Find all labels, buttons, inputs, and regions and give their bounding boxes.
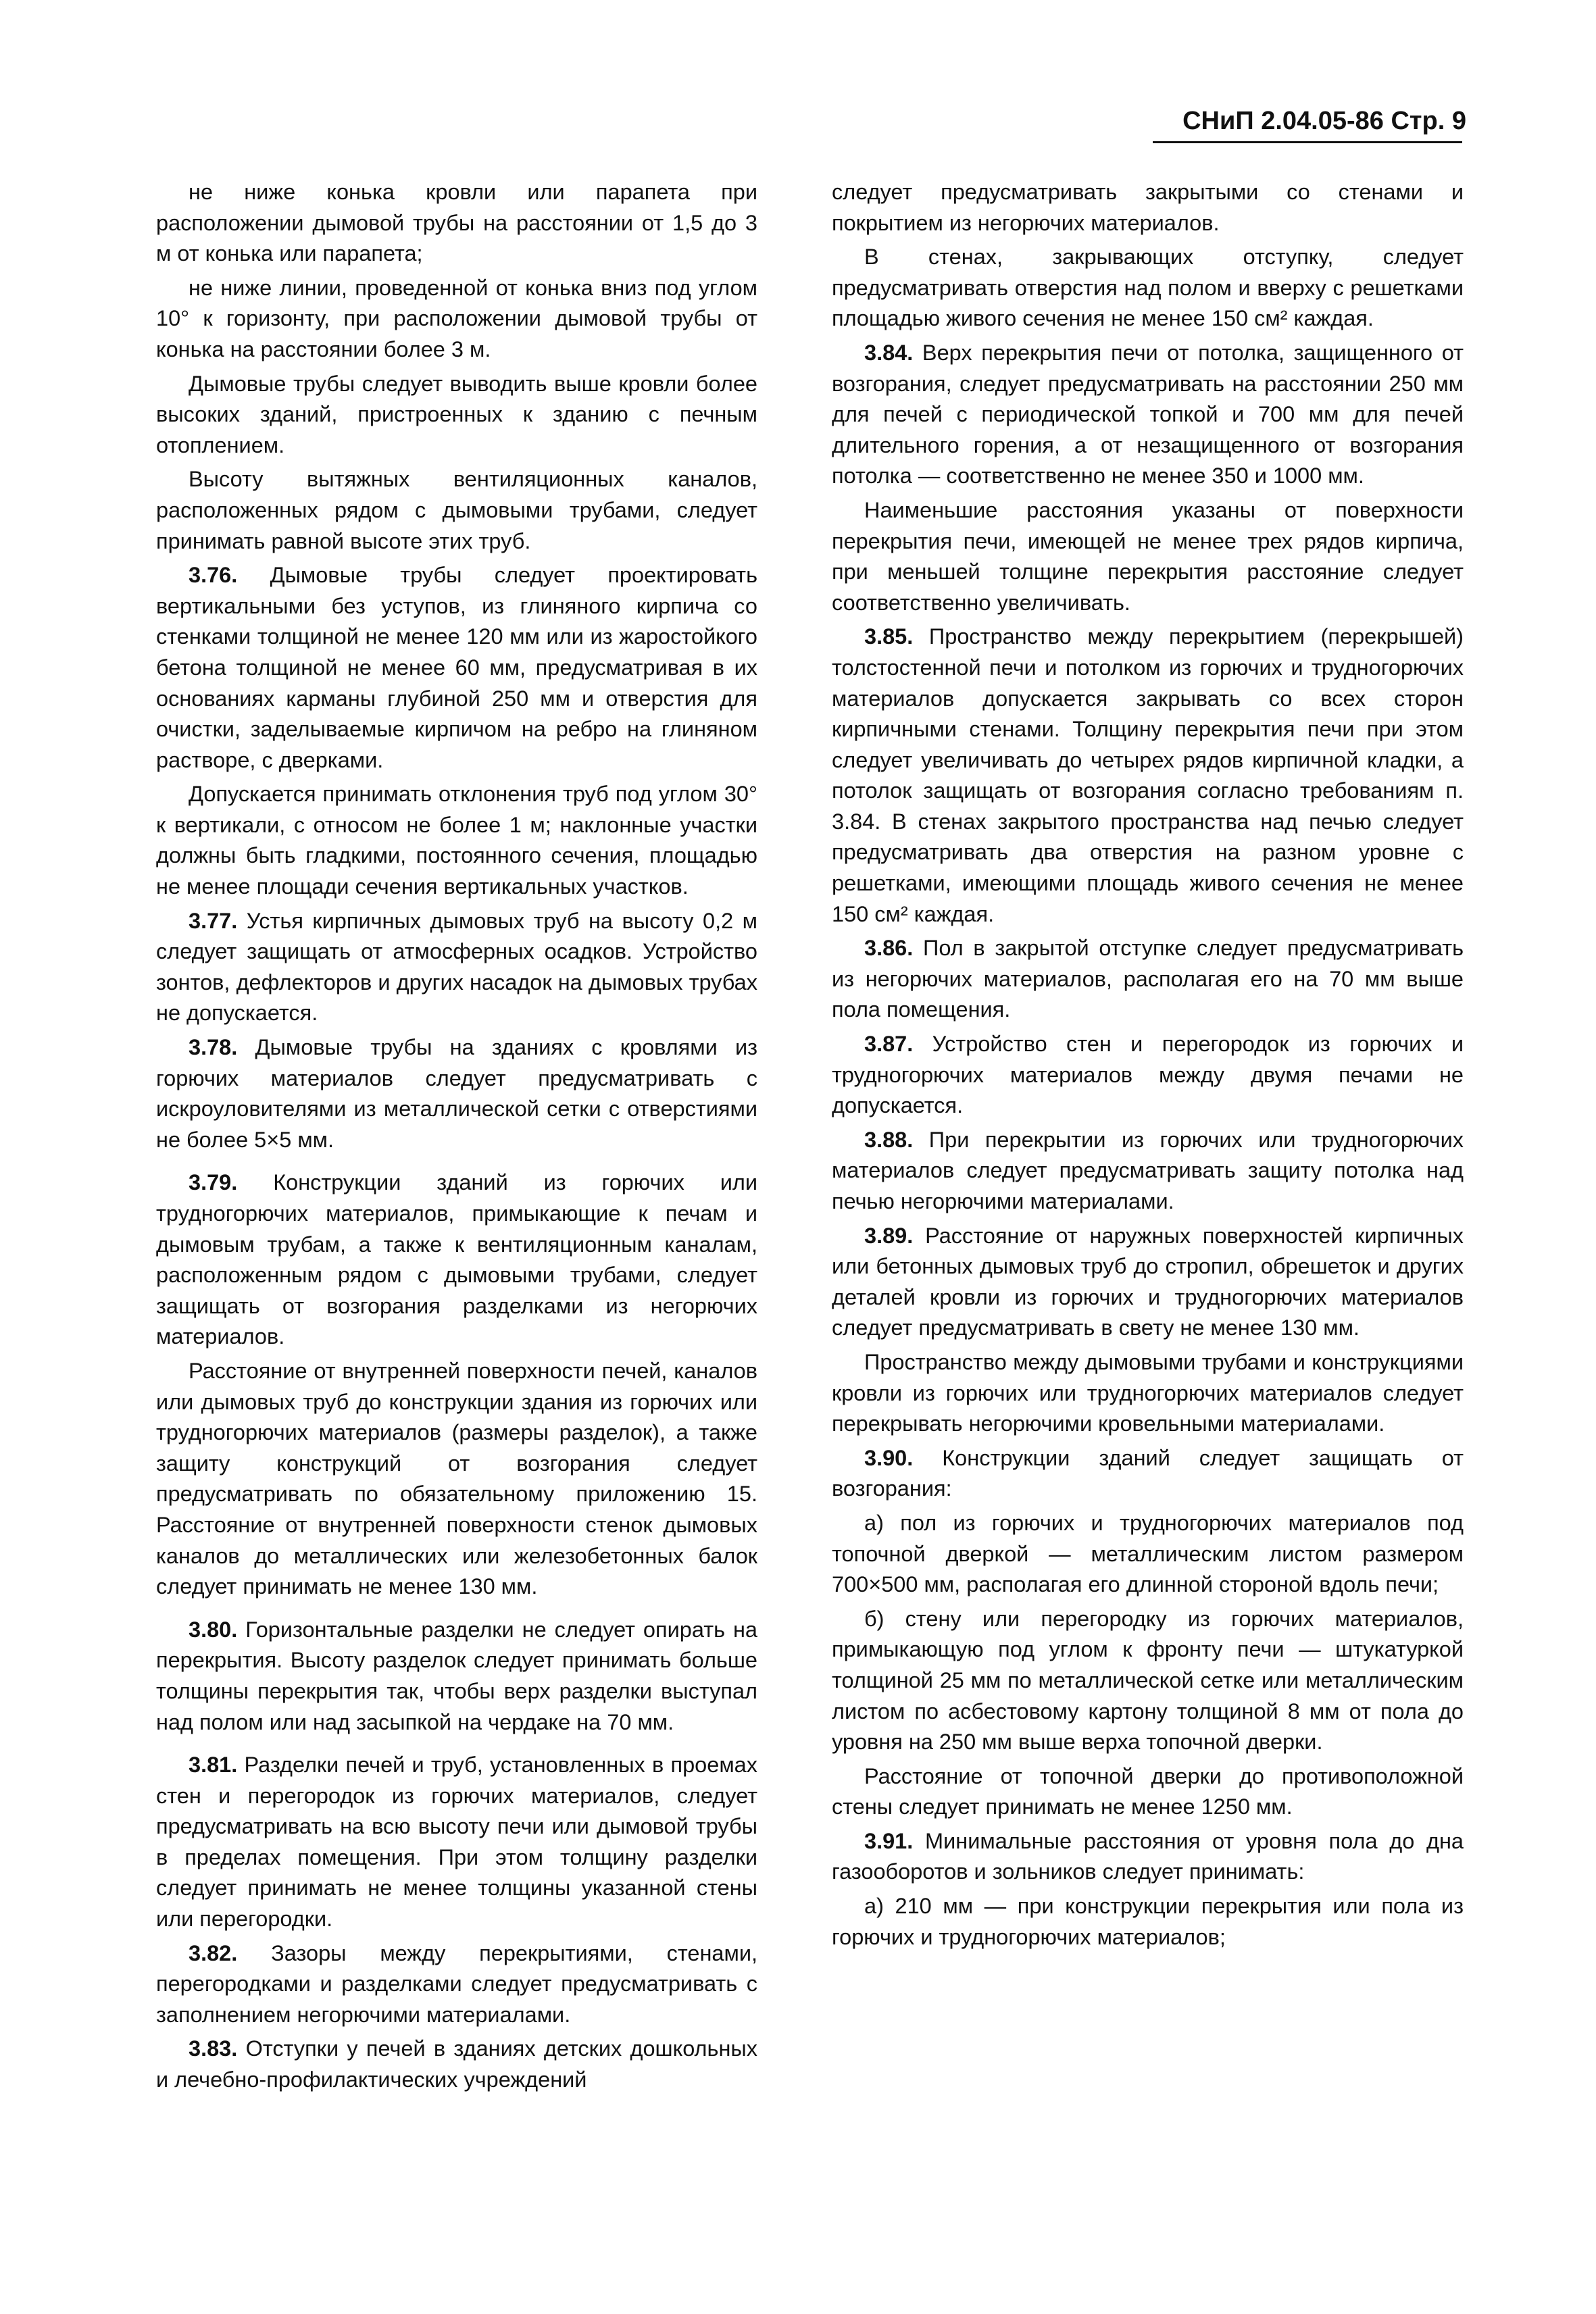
clause-number: 3.88.	[864, 1127, 914, 1152]
paragraph-text: б) стену или перегородку из горючих материалов, примыкающую под углом к фронту печи — штукатуркой толщиной 25 мм по металлической сетке или металлическим листом по асбестовому картону толщиной 8 мм от пола до уровня на 250 мм выше верха топочной дверки.	[832, 1606, 1464, 1755]
clause-number: 3.86.	[864, 936, 914, 961]
paragraph	[156, 369, 757, 461]
paragraph-text: Разделки печей и труб, установленных в проемах стен и перегородок из горючих материалов, следует предусматривать на всю высоту печи или дымовой трубы в пределах помещения. При этом толщину разделки следует принимать не менее толщины указанной стены или перегородки.	[156, 1753, 758, 1932]
paragraph	[156, 1938, 757, 2031]
clause-number: 3.79.	[189, 1170, 238, 1195]
header-rule	[1153, 141, 1462, 143]
paragraph	[156, 779, 757, 902]
paragraph-text: Дымовые трубы следует проектировать вертикальными без уступов, из глиняного кирпича со стенками толщиной не менее 120 мм или из жаростойкого бетона толщиной не менее 60 мм, предусматривая в их основаниях карманы глубиной 250 мм и отверстия для очистки, заделываемые кирпичом на ребро на глиняном растворе, с дверками.	[156, 563, 757, 772]
clause-number: 3.89.	[864, 1223, 914, 1248]
paragraph-text: следует предусматривать закрытыми со стенами и покрытием из негорючих материалов.	[832, 180, 1464, 235]
clause-number: 3.80.	[189, 1617, 238, 1642]
clause-number: 3.76.	[189, 563, 238, 588]
paragraph-text: Горизонтальные разделки не следует опирать на перекрытия. Высоту разделок следует принимать больше толщины перекрытия так, чтобы верх разделки выступал над полом или над засыпкой на чердаке на 70 мм.	[156, 1617, 758, 1734]
paragraph	[156, 177, 757, 270]
paragraph	[832, 1347, 1464, 1440]
paragraph	[156, 906, 757, 1029]
paragraph	[832, 1125, 1464, 1217]
paragraph-text: Расстояние от наружных поверхностей кирпичных или бетонных дымовых труб до стропил, обрешеток и других деталей кровли из горючих и трудногорючих материалов следует предусматривать в свету не менее 130 мм.	[832, 1223, 1464, 1340]
paragraph-text: Конструкции зданий следует защищать от возгорания:	[832, 1445, 1464, 1501]
clause-number: 3.78.	[189, 1035, 238, 1060]
paragraph-text: Устройство стен и перегородок из горючих и трудногорючих материалов между двумя печами не допускается.	[832, 1032, 1464, 1118]
paragraph-text: не ниже линии, проведенной от конька вниз под углом 10° к горизонту, при расположении дымовой трубы от конька на расстоянии более 3 м.	[156, 275, 757, 361]
paragraph	[156, 1615, 757, 1738]
paragraph-text: Зазоры между перекрытиями, стенами, перегородками и разделками следует предусматривать с заполнением негорючими материалами.	[156, 1940, 758, 2027]
right-column	[832, 177, 1464, 1956]
paragraph-text: Высоту вытяжных вентиляционных каналов, расположенных рядом с дымовыми трубами, следует принимать равной высоте этих труб.	[156, 467, 757, 553]
paragraph	[156, 560, 757, 776]
paragraph-text: Расстояние от топочной дверки до противоположной стены следует принимать не менее 1250 мм.	[832, 1763, 1464, 1819]
paragraph-text: Минимальные расстояния от уровня пола до дна газооборотов и зольников следует принимать:	[832, 1828, 1464, 1884]
paragraph-text: Верх перекрытия печи от потолка, защищенного от возгорания, следует предусматривать на расстоянии 250 мм для печей с периодической топкой и 700 мм для печей длительного горения, а от незащищенного от возгорания потолка — соответственно не менее 350 и 1000 мм.	[832, 340, 1464, 488]
paragraph	[832, 622, 1464, 930]
paragraph	[156, 464, 757, 557]
paragraph-text: Дымовые трубы следует выводить выше кровли более высоких зданий, пристроенных к зданию с печным отоплением.	[156, 371, 757, 457]
paragraph-text: Пространство между дымовыми трубами и конструкциями кровли из горючих или трудногорючих материалов следует перекрывать негорючими кровельными материалами.	[832, 1349, 1464, 1436]
paragraph	[832, 1508, 1464, 1601]
paragraph	[832, 242, 1464, 334]
page-header: СНиП 2.04.05-86 Стр. 9	[1182, 107, 1466, 135]
paragraph	[832, 1761, 1464, 1823]
paragraph-text: Наименьшие расстояния указаны от поверхности перекрытия печи, имеющей не менее трех рядов кирпича, при меньшей толщине перекрытия расстояние следует соответственно увеличивать.	[832, 497, 1464, 615]
paragraph-text: Расстояние от внутренней поверхности печей, каналов или дымовых труб до конструкции здания из горючих или трудногорючих материалов (размеры разделок), а также защиту конструкций от возгорания следует предусматривать по обязательному приложению 15. Расстояние от внутренней поверхности стенок дымовых каналов до металлических или железобетонных балок следует принимать не менее 130 мм.	[156, 1358, 757, 1599]
clause-number: 3.87.	[864, 1032, 914, 1057]
clause-number: 3.84.	[864, 340, 914, 365]
paragraph-text: Пространство между перекрытием (перекрышей) толстостенной печи и потолком из горючих и трудногорючих материалов допускается закрывать со всех сторон кирпичными стенами. Толщину перекрытия печи при этом следует увеличивать до четырех рядов кирпичной кладки, а потолок защищать от возгорания согласно требованиям п. 3.84. В стенах закрытого пространства над печью следует предусматривать два отверстия на разном уровне с решетками, имеющими площадь живого сечения не менее 150 см² каждая.	[832, 624, 1464, 926]
paragraph	[832, 495, 1464, 618]
clause-number: 3.82.	[189, 1940, 238, 1965]
paragraph-text: Конструкции зданий из горючих или трудногорючих материалов, примыкающие к печам и дымовым трубам, а также к вентиляционным каналам, расположенным рядом с дымовыми трубами, следует защищать от возгорания разделками из негорючих материалов.	[156, 1170, 757, 1349]
paragraph-text: а) 210 мм — при конструкции перекрытия или пола из горючих и трудногорючих материалов;	[832, 1894, 1464, 1949]
paragraph	[832, 1826, 1464, 1888]
paragraph-text: Пол в закрытой отступке следует предусматривать из негорючих материалов, располагая его на 70 мм выше пола помещения.	[832, 936, 1464, 1022]
clause-number: 3.81.	[189, 1753, 238, 1778]
paragraph-text: Устья кирпичных дымовых труб на высоту 0,2 м следует защищать от атмосферных осадков. Устройство зонтов, дефлекторов и других насадок на дымовых трубах не допускается.	[156, 908, 758, 1026]
paragraph-text: В стенах, закрывающих отступку, следует предусматривать отверстия над полом и вверху с решетками площадью живого сечения не менее 150 см² каждая.	[832, 245, 1464, 331]
clause-number: 3.91.	[864, 1828, 914, 1853]
paragraph	[156, 1750, 757, 1935]
paragraph-text: Отступки у печей в зданиях детских дошкольных и лечебно-профилактических учреждений	[156, 2036, 758, 2092]
clause-number: 3.83.	[189, 2036, 238, 2061]
paragraph	[156, 1356, 757, 1603]
paragraph	[832, 933, 1464, 1026]
clause-number: 3.85.	[864, 624, 914, 649]
left-column	[156, 177, 757, 2099]
paragraph	[832, 1221, 1464, 1344]
paragraph	[156, 1167, 757, 1353]
paragraph	[832, 1891, 1464, 1953]
paragraph-text: При перекрытии из горючих или трудногорючих материалов следует предусматривать защиту потолка над печью негорючими материалами.	[832, 1127, 1464, 1213]
paragraph-text: не ниже конька кровли или парапета при расположении дымовой трубы на расстоянии от 1,5 до 3 м от конька или парапета;	[156, 180, 757, 266]
paragraph	[832, 177, 1464, 238]
paragraph	[832, 1029, 1464, 1122]
paragraph	[832, 1604, 1464, 1758]
paragraph	[832, 338, 1464, 492]
paragraph	[156, 273, 757, 366]
paragraph-text: а) пол из горючих и трудногорючих материалов под топочной дверкой — металлическим листом размером 700×500 мм, располагая его длинной стороной вдоль печи;	[832, 1510, 1464, 1597]
paragraph	[156, 2034, 757, 2095]
clause-number: 3.77.	[189, 908, 238, 933]
paragraph-text: Дымовые трубы на зданиях с кровлями из горючих материалов следует предусматривать с искроуловителями из металлической сетки с отверстиями не более 5×5 мм.	[156, 1035, 758, 1152]
clause-number: 3.90.	[864, 1445, 914, 1470]
paragraph-text: Допускается принимать отклонения труб под углом 30° к вертикали, с относом не более 1 м; наклонные участки должны быть гладкими, постоянного сечения, площадью не менее площади сечения вертикальных участков.	[156, 782, 757, 899]
paragraph	[832, 1443, 1464, 1505]
paragraph	[156, 1032, 757, 1155]
